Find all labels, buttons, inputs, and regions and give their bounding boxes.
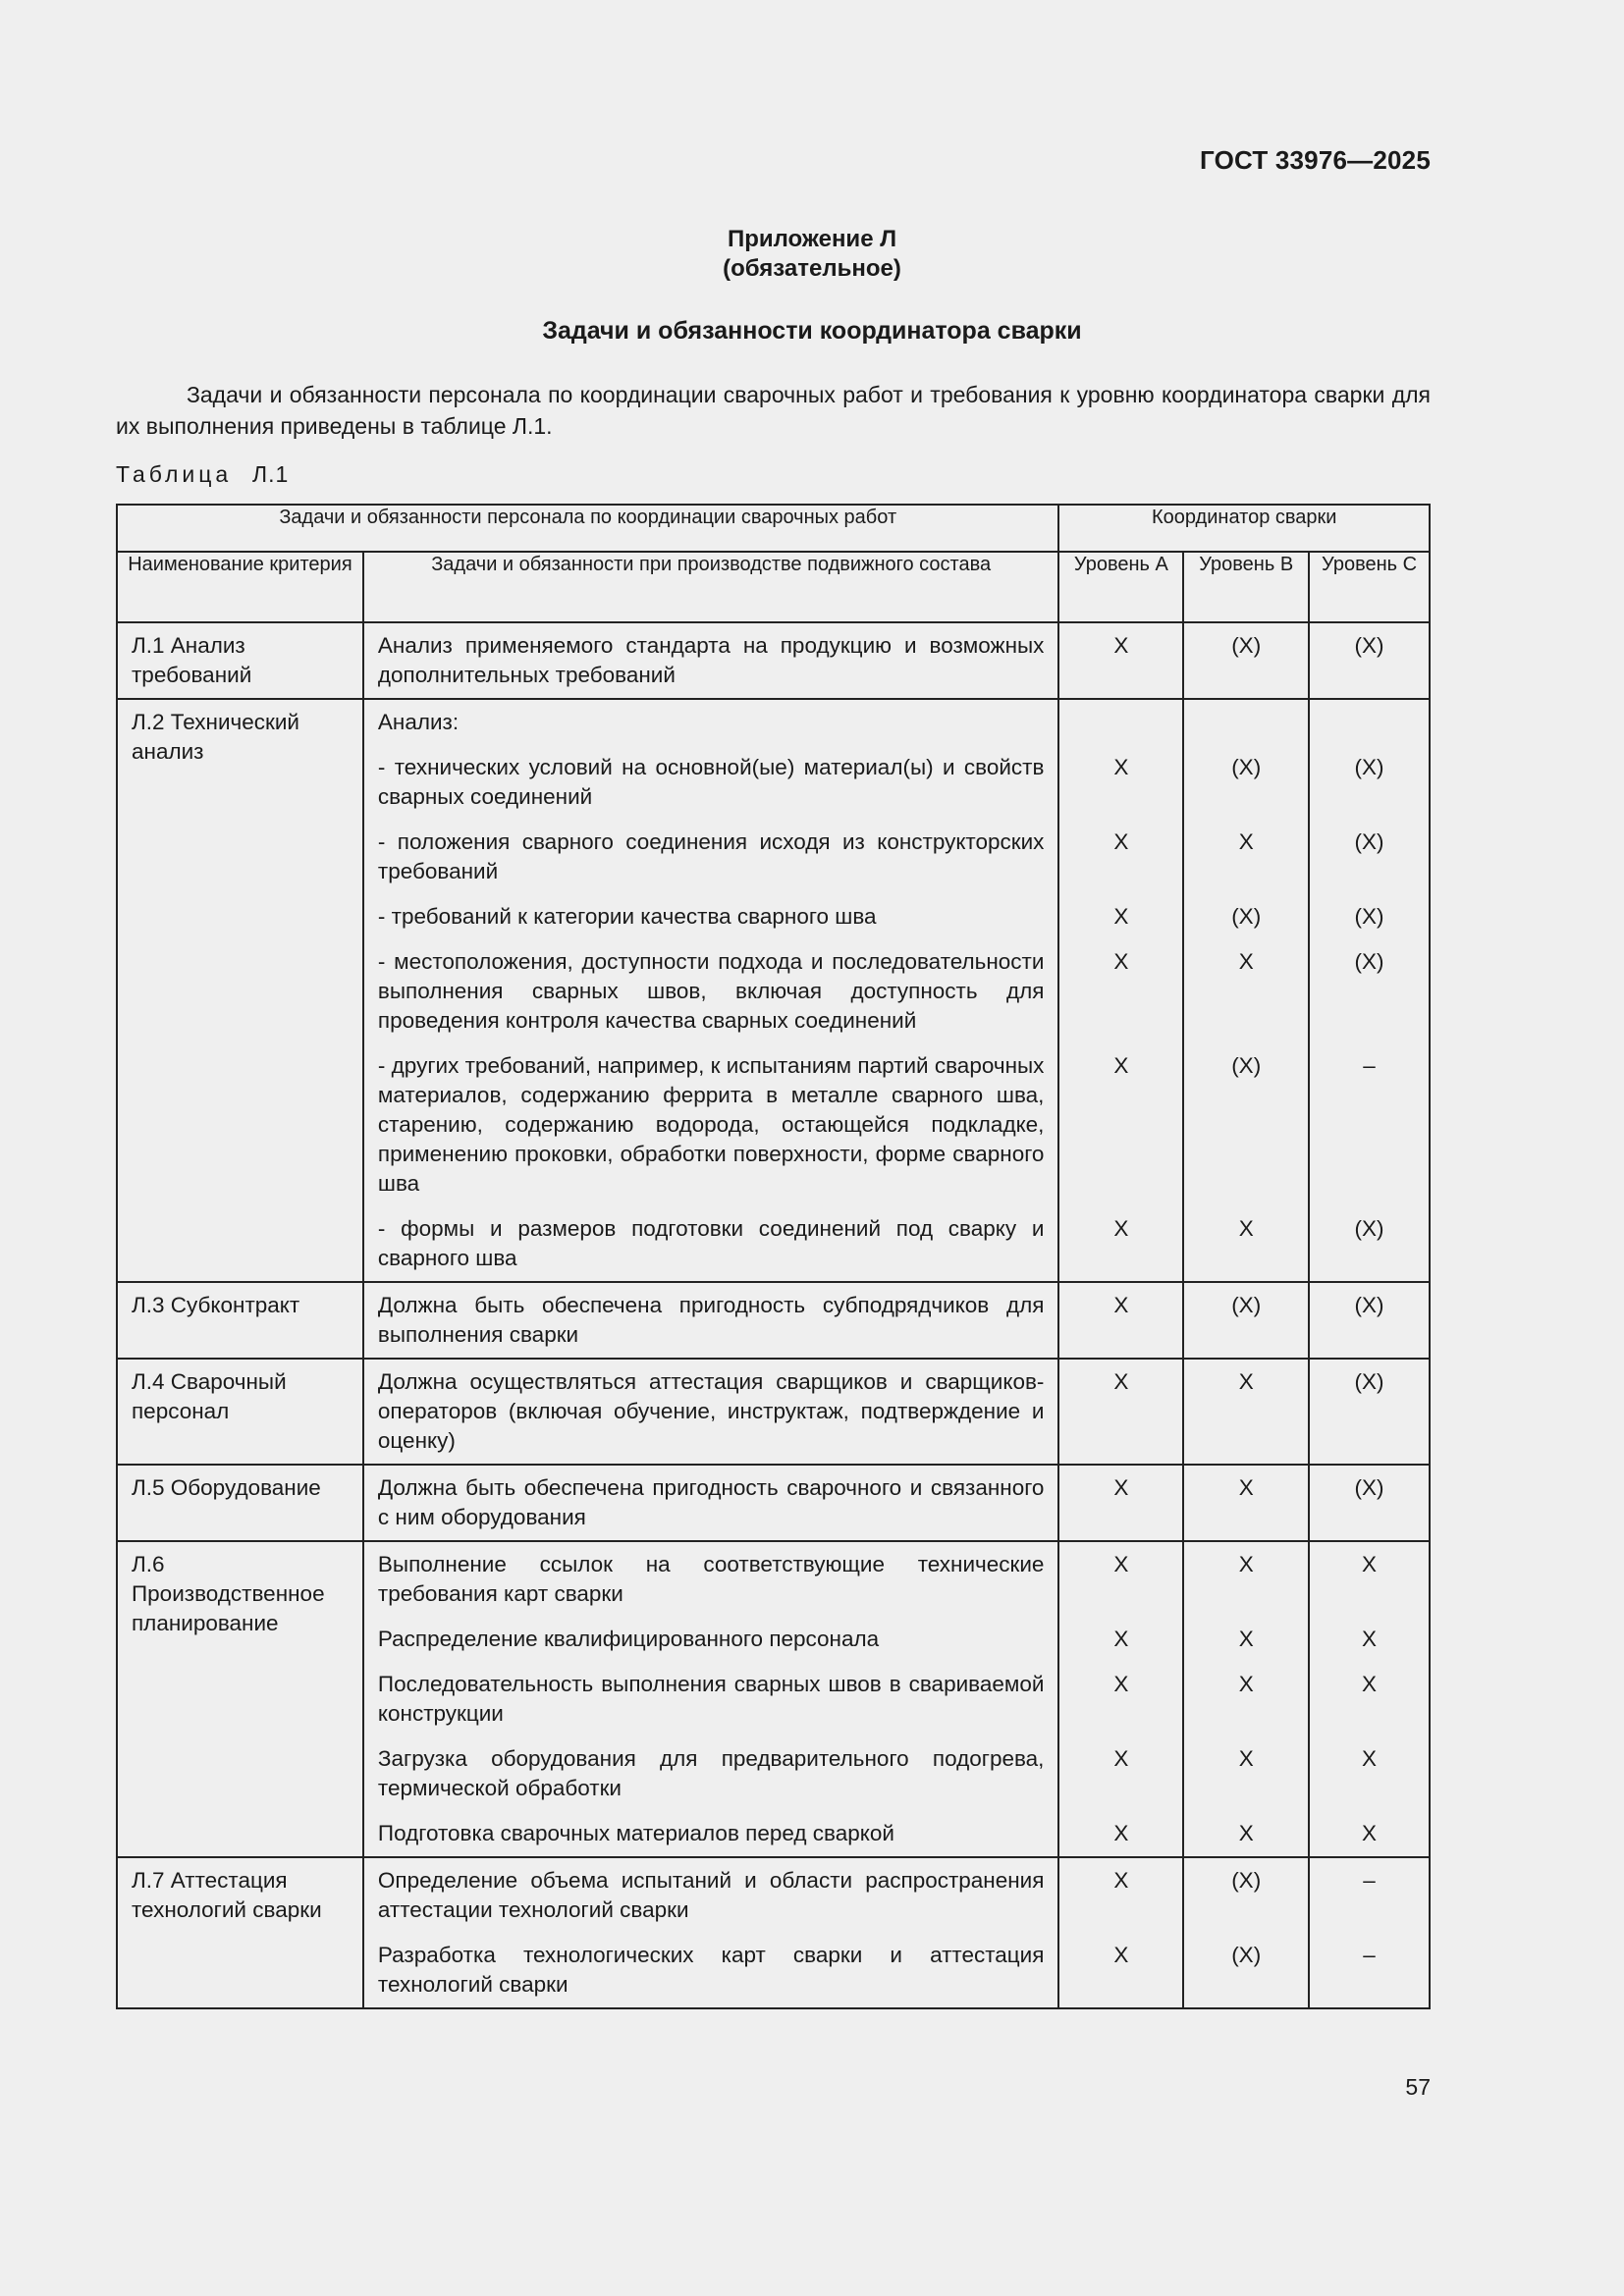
tasks-cell [363, 1541, 1059, 1857]
task-text: - местоположения, доступности подхода и последовательности выполнения сварных швов, включая доступность для проведения контроля качества сварных соединений [377, 949, 1045, 1033]
level-b-mark: X [1238, 1216, 1254, 1241]
col-level-c: Уровень С [1309, 552, 1430, 622]
level-b-cell [1183, 622, 1309, 699]
level-b-mark: X [1238, 1821, 1254, 1845]
level-c-cell [1309, 1857, 1430, 2008]
task-text: Распределение квалифицированного персонала [377, 1627, 880, 1651]
level-c-cell [1309, 1359, 1430, 1465]
task-text: - положения сварного соединения исходя из конструкторских требований [377, 829, 1045, 883]
level-b-mark: X [1238, 1369, 1254, 1394]
level-a-mark [1059, 700, 1182, 745]
tasks-cell [363, 1359, 1059, 1465]
level-c-mark: (X) [1354, 1475, 1384, 1500]
level-c-mark: (X) [1354, 1369, 1384, 1394]
level-b-mark: (X) [1231, 1868, 1262, 1893]
col-level-a: Уровень А [1058, 552, 1183, 622]
level-b-mark: (X) [1231, 1293, 1262, 1317]
task-text: - требований к категории качества сварного шва [377, 904, 877, 929]
table-caption [116, 461, 289, 488]
section-heading: Задачи и обязанности координатора сварки [542, 317, 1082, 345]
level-a-mark: X [1113, 1672, 1129, 1696]
tasks-cell [363, 1282, 1059, 1359]
level-b-cell [1183, 1359, 1309, 1465]
criterion-cell: Л.6 Производственное планирование [117, 1541, 363, 1857]
level-a-mark: X [1113, 1216, 1129, 1241]
criterion-cell: Л.1 Анализ требований [117, 622, 363, 699]
level-a-mark: X [1113, 1475, 1129, 1500]
level-b-cell [1183, 1541, 1309, 1857]
level-c-mark: – [1363, 1868, 1376, 1893]
level-a-mark: X [1113, 1627, 1129, 1651]
task-text: - других требований, например, к испытаниям партий сварочных материалов, содержанию феррита в металле сварного шва, старению, содержанию водорода, остающейся подкладке, применению проковки, обработки поверхности, форме сварного шва [377, 1053, 1045, 1196]
level-a-mark: X [1113, 1552, 1129, 1576]
level-b-mark: (X) [1231, 1053, 1262, 1078]
criterion-cell: Л.7 Аттестация технологий сварки [117, 1857, 363, 2008]
level-c-mark: (X) [1354, 1216, 1384, 1241]
level-a-cell [1058, 1541, 1183, 1857]
level-b-mark: X [1238, 949, 1254, 974]
level-c-mark: X [1362, 1746, 1378, 1771]
level-b-mark: (X) [1231, 1943, 1262, 1967]
table-row [117, 1359, 1430, 1465]
table-caption-number: Л.1 [251, 461, 290, 487]
table-row [117, 1282, 1430, 1359]
table-row [117, 1541, 1430, 1857]
document-id: ГОСТ 33976—2025 [1200, 145, 1431, 175]
tasks-cell [363, 1857, 1059, 2008]
col-level-b: Уровень В [1183, 552, 1309, 622]
header-coordinator: Координатор сварки [1058, 505, 1430, 552]
criterion-cell: Л.2 Технический анализ [117, 699, 363, 1282]
table-subheader-row [117, 552, 1430, 622]
level-c-mark: – [1363, 1943, 1376, 1967]
level-c-mark: (X) [1354, 755, 1384, 779]
col-criterion: Наименование критерия [117, 552, 363, 622]
level-b-mark: (X) [1231, 904, 1262, 929]
table-row [117, 1857, 1430, 2008]
level-b-mark: X [1238, 1746, 1254, 1771]
level-a-mark: X [1113, 1293, 1129, 1317]
table-row [117, 622, 1430, 699]
level-c-cell [1309, 1465, 1430, 1541]
level-c-mark: (X) [1354, 1293, 1384, 1317]
table-header-row [117, 505, 1430, 552]
level-b-mark: X [1238, 1475, 1254, 1500]
level-a-cell [1058, 699, 1183, 1282]
level-b-cell [1183, 699, 1309, 1282]
level-b-mark: X [1238, 1627, 1254, 1651]
level-c-mark: (X) [1354, 829, 1384, 854]
level-c-mark: – [1363, 1053, 1376, 1078]
task-text: Разработка технологических карт сварки и аттестация технологий сварки [377, 1943, 1045, 1997]
task-text: Должна быть обеспечена пригодность субподрядчиков для выполнения сварки [377, 1293, 1045, 1347]
level-a-mark: X [1113, 755, 1129, 779]
criterion-cell: Л.4 Сварочный персонал [117, 1359, 363, 1465]
level-a-mark: X [1113, 904, 1129, 929]
task-text: Подготовка сварочных материалов перед сваркой [377, 1821, 894, 1845]
task-text: - технических условий на основной(ые) материал(ы) и свойств сварных соединений [377, 755, 1045, 809]
level-c-cell [1309, 699, 1430, 1282]
level-b-cell [1183, 1282, 1309, 1359]
level-b-mark: X [1238, 1552, 1254, 1576]
level-a-cell [1058, 1282, 1183, 1359]
level-c-mark [1310, 700, 1429, 745]
duties-table [116, 504, 1431, 2009]
task-text: Анализ применяемого стандарта на продукцию и возможных дополнительных требований [377, 633, 1045, 687]
task-text: Последовательность выполнения сварных швов в свариваемой конструкции [377, 1672, 1045, 1726]
level-b-mark: (X) [1231, 633, 1262, 658]
level-c-cell [1309, 1541, 1430, 1857]
level-b-mark: X [1238, 1672, 1254, 1696]
table-row [117, 699, 1430, 1282]
level-a-mark: X [1113, 1053, 1129, 1078]
level-c-mark: X [1362, 1672, 1378, 1696]
level-c-mark: (X) [1354, 949, 1384, 974]
level-a-mark: X [1113, 1821, 1129, 1845]
page-number: 57 [1405, 2074, 1431, 2100]
level-b-mark: X [1238, 829, 1254, 854]
level-a-cell [1058, 1359, 1183, 1465]
level-b-mark: (X) [1231, 755, 1262, 779]
header-tasks: Задачи и обязанности персонала по координации сварочных работ [117, 505, 1058, 552]
criterion-cell: Л.5 Оборудование [117, 1465, 363, 1541]
tasks-cell [363, 1465, 1059, 1541]
level-c-mark: X [1362, 1552, 1378, 1576]
level-a-mark: X [1113, 1746, 1129, 1771]
level-a-mark: X [1113, 1868, 1129, 1893]
task-text: Выполнение ссылок на соответствующие технические требования карт сварки [377, 1552, 1045, 1606]
table-caption-label: Таблица [116, 461, 233, 487]
level-a-cell [1058, 622, 1183, 699]
table-body [117, 622, 1430, 2008]
level-c-mark: (X) [1354, 633, 1384, 658]
level-a-cell [1058, 1857, 1183, 2008]
task-text: Определение объема испытаний и области распространения аттестации технологий сварки [377, 1868, 1045, 1922]
level-c-mark: X [1362, 1821, 1378, 1845]
level-a-mark: X [1113, 949, 1129, 974]
level-c-cell [1309, 1282, 1430, 1359]
level-a-mark: X [1113, 1943, 1129, 1967]
task-text: Должна осуществляться аттестация сварщиков и сварщиков-операторов (включая обучение, инструктаж, подтверждение и оценку) [377, 1369, 1045, 1453]
criterion-cell: Л.3 Субконтракт [117, 1282, 363, 1359]
level-a-mark: X [1113, 633, 1129, 658]
level-c-mark: (X) [1354, 904, 1384, 929]
tasks-cell [363, 699, 1059, 1282]
tasks-cell [363, 622, 1059, 699]
col-tasks: Задачи и обязанности при производстве подвижного состава [363, 552, 1059, 622]
level-c-mark: X [1362, 1627, 1378, 1651]
level-b-cell [1183, 1857, 1309, 2008]
task-text: - формы и размеров подготовки соединений под сварку и сварного шва [377, 1216, 1045, 1270]
level-c-cell [1309, 622, 1430, 699]
level-a-cell [1058, 1465, 1183, 1541]
table-row [117, 1465, 1430, 1541]
appendix-status: (обязательное) [723, 255, 901, 282]
level-a-mark: X [1113, 829, 1129, 854]
task-text: Загрузка оборудования для предварительного подогрева, термической обработки [377, 1746, 1045, 1800]
level-b-mark [1184, 700, 1308, 745]
task-text: Должна быть обеспечена пригодность сварочного и связанного с ним оборудования [377, 1475, 1045, 1529]
appendix-title: Приложение Л [727, 226, 897, 252]
level-b-cell [1183, 1465, 1309, 1541]
level-a-mark: X [1113, 1369, 1129, 1394]
task-text: Анализ: [377, 710, 460, 734]
intro-paragraph: Задачи и обязанности персонала по координации сварочных работ и требования к уровню координатора сварки для их выполнения приведены в таблице Л.1. [116, 382, 1431, 439]
